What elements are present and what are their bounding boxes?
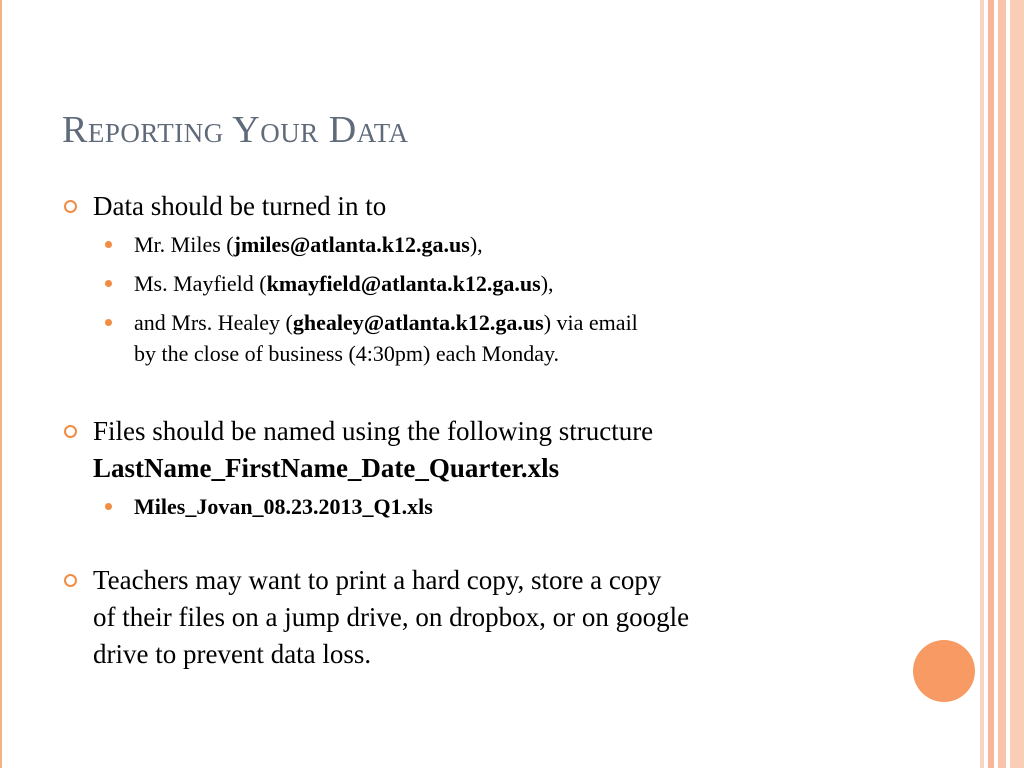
dot-bullet-icon [105, 241, 112, 248]
circle-bullet-icon [64, 574, 77, 587]
circle-bullet-icon [64, 200, 77, 213]
filename-example: Miles_Jovan_08.23.2013_Q1.xls [134, 494, 433, 519]
contact-suffix: ), [540, 271, 554, 296]
filename-example-item [62, 491, 892, 522]
slide-body [62, 188, 892, 673]
email-link[interactable]: jmiles@atlanta.k12.ga.us [233, 232, 470, 257]
decorative-circle [913, 640, 975, 702]
bullet-file-naming [62, 413, 892, 487]
contact-prefix: and Mrs. Healey ( [134, 310, 293, 335]
contact-suffix: ) via email [543, 310, 638, 335]
bullet-text: Files should be named using the following structure [93, 416, 654, 446]
circle-bullet-icon [64, 425, 77, 438]
bullet-text-line: of their files on a jump drive, on dropbox, or on google [93, 602, 690, 632]
deadline-text: by the close of business (4:30pm) each Monday. [134, 341, 560, 366]
filename-structure: LastName_FirstName_Date_Quarter.xls [93, 453, 560, 483]
contact-prefix: Mr. Miles ( [134, 232, 234, 257]
contact-item-healey [62, 307, 892, 369]
bullet-text-line: drive to prevent data loss. [93, 639, 372, 669]
email-link[interactable]: ghealey@atlanta.k12.ga.us [292, 310, 544, 335]
contact-suffix: ), [469, 232, 483, 257]
dot-bullet-icon [105, 503, 112, 510]
email-link[interactable]: kmayfield@atlanta.k12.ga.us [266, 271, 541, 296]
slide-title: Reporting Your Data [62, 109, 409, 151]
bullet-text-line: Teachers may want to print a hard copy, store a copy [93, 565, 662, 595]
right-decorative-stripe [1010, 0, 1024, 768]
dot-bullet-icon [105, 319, 112, 326]
contact-item-miles [62, 229, 892, 260]
bullet-text: Data should be turned in to [93, 191, 387, 221]
contact-item-mayfield [62, 268, 892, 299]
right-decorative-stripe [998, 0, 1006, 768]
dot-bullet-icon [105, 280, 112, 287]
bullet-data-turn-in [62, 188, 892, 225]
contact-prefix: Ms. Mayfield ( [134, 271, 267, 296]
left-border [0, 0, 2, 768]
bullet-backup-advice [62, 562, 892, 673]
